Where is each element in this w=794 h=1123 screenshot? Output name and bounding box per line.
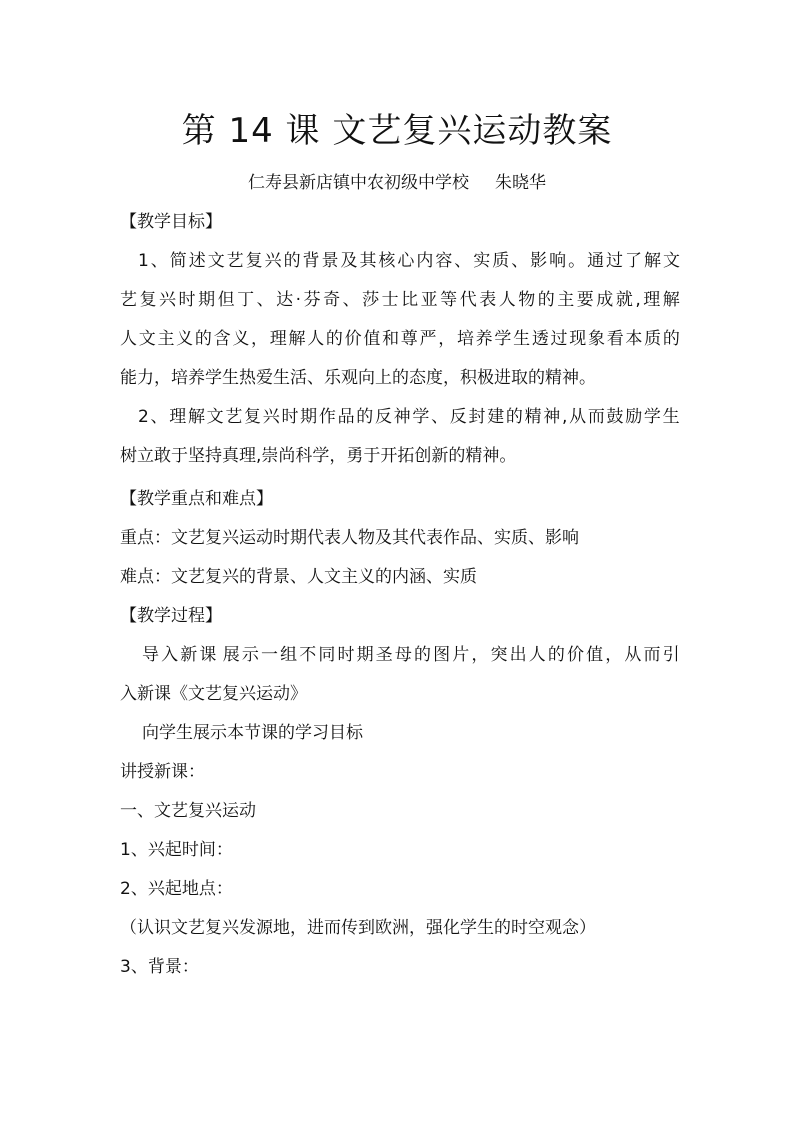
note-line: （认识文艺复兴发源地，进而传到欧洲，强化学生的时空观念） — [120, 918, 596, 938]
author-name: 朱晓华 — [495, 173, 546, 193]
lecture-heading: 讲授新课： — [120, 762, 205, 782]
objective-1-line-1: 1 、 简 述 文 艺 复 兴 的 背 景 及 其 核 心 内 容 、 实 质 、 影 响 。 通 过 了 解 文 — [138, 251, 680, 271]
key-point: 重点：文艺复兴运动时期代表人物及其代表作品、实质、影响 — [120, 528, 579, 548]
page-title: 第 14 课 文艺复兴运动教案 — [181, 111, 613, 151]
intro-line-1: 导 入 新 课 展 示 一 组 不 同 时 期 圣 母 的 图 片 ， 突 出 人 的 价 值 ， 从 而 引 — [142, 645, 680, 665]
difficulty-point: 难点：文艺复兴的背景、人文主义的内涵、实质 — [120, 567, 477, 587]
keypoints-heading: 【教学重点和难点】 — [120, 489, 273, 509]
objective-2-line-2: 树立敢于坚持真理,崇尚科学，勇于开拓创新的精神。 — [120, 446, 517, 466]
document-body — [120, 206, 680, 984]
objective-1-line-3: 人 文 主 义 的 含 义 ， 理 解 人 的 价 值 和 尊 严 ， 培 养 学 生 透 过 现 象 看 本 质 的 — [120, 329, 680, 349]
objective-1-line-2: 艺 复 兴 时 期 但 丁 、 达 · 芬 奇 、 莎 士 比 亚 等 代 表 人 物 的 主 要 成 就 , 理 解 — [120, 290, 680, 310]
process-heading: 【教学过程】 — [120, 606, 222, 626]
objectives-heading: 【教学目标】 — [120, 212, 222, 232]
item-3: 3、背景： — [120, 957, 199, 977]
author-line — [0, 168, 794, 193]
show-goals: 向学生展示本节课的学习目标 — [142, 723, 363, 743]
intro-line-2: 入新课《文艺复兴运动》 — [120, 684, 307, 704]
objective-2-line-1: 2 、 理 解 文 艺 复 兴 时 期 作 品 的 反 神 学 、 反 封 建 的 精 神 , 从 而 鼓 励 学 生 — [138, 407, 680, 427]
item-1: 1、兴起时间： — [120, 840, 233, 860]
part-1-heading: 一、文艺复兴运动 — [120, 801, 256, 821]
objective-1-line-4: 能力，培养学生热爱生活、乐观向上的态度，积极进取的精神。 — [120, 368, 596, 388]
school-name: 仁寿县新店镇中农初级中学校 — [248, 173, 469, 193]
item-2: 2、兴起地点： — [120, 879, 233, 899]
